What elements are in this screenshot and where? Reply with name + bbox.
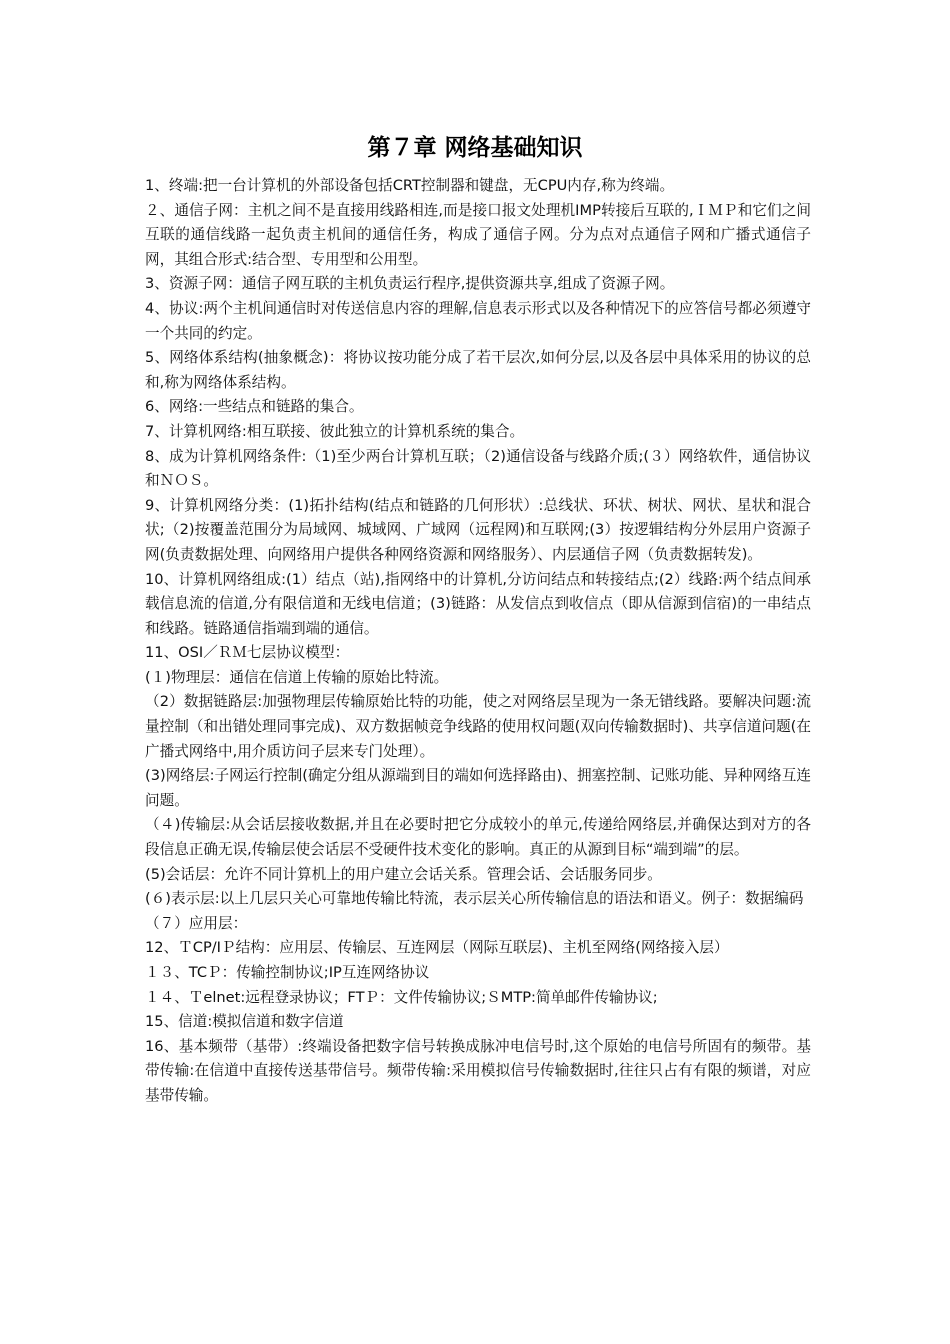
paragraph-osi-3: (3)网络层:子网运行控制(确定分组从源端到目的端如何选择路由)、拥塞控制、记账功能、异种网络互连问题。 [145, 767, 811, 809]
paragraph-osi-1: (１)物理层：通信在信道上传输的原始比特流。 [145, 668, 449, 686]
paragraph-16: 16、基本频带（基带）:终端设备把数字信号转换成脉冲电信号时,这个原始的电信号所固有的频带。基带传输:在信道中直接传送基带信号。频带传输:采用模拟信号传输数据时,往往只占有有限的频谱，对应基带传输。 [145, 1037, 811, 1104]
paragraph-13: １３、TCＰ：传输控制协议;IP互连网络协议 [145, 964, 430, 981]
paragraph-5: 5、网络体系结构(抽象概念)：将协议按功能分成了若干层次,如何分层,以及各层中具体采用的协议的总和,称为网络体系结构。 [145, 349, 811, 391]
paragraph-11: 11、OSI／ＲＭ七层协议模型： [145, 644, 350, 662]
paragraph-14: １４、Ｔelnet:远程登录协议；FTＰ：文件传输协议;ＳMTP:简单邮件传输协议; [145, 988, 658, 1006]
paragraph-osi-2: （2）数据链路层:加强物理层传输原始比特的功能，使之对网络层呈现为一条无错线路。要解决问题:流量控制（和出错处理同事完成)、双方数据帧竞争线路的使用权问题(双向传输数据时)、共享信道问题(在广播式网络中,用介质访问子层来专门处理）。 [145, 693, 811, 760]
paragraph-osi-6: (６)表示层:以上几层只关心可靠地传输比特流，表示层关心所传输信息的语法和语义。例子：数据编码 [145, 890, 804, 908]
paragraph-10: 10、计算机网络组成:(1）结点（站),指网络中的计算机,分访问结点和转接结点;(2）线路:两个结点间承载信息流的信道,分有限信道和无线电信道；(3)链路：从发信点到收信点（即从信源到信宿)的一串结点和线路。链路通信指端到端的通信。 [145, 570, 811, 637]
paragraph-2: ２、通信子网：主机之间不是直接用线路相连,而是接口报文处理机IMP转接后互联的,ＩＭＰ和它们之间互联的通信线路一起负责主机间的通信任务，构成了通信子网。分为点对点通信子网和广播式通信子网，其组合形式:结合型、专用型和公用型。 [145, 201, 811, 268]
paragraph-7: 7、计算机网络:相互联接、彼此独立的计算机系统的集合。 [145, 422, 525, 440]
document-title: 第７章 网络基础知识 [367, 135, 583, 161]
paragraph-osi-4: （４)传输层:从会话层接收数据,并且在必要时把它分成较小的单元,传递给网络层,并确保达到对方的各段信息正确无误,传输层使会话层不受硬件技术变化的影响。真正的从源到目标“端到端”的层。 [145, 816, 811, 859]
paragraph-15: 15、信道:模拟信道和数字信道 [145, 1013, 344, 1031]
paragraph-1: 1、终端:把一台计算机的外部设备包括CRT控制器和键盘，无CPU内存,称为终端。 [145, 177, 675, 194]
paragraph-3: 3、资源子网：通信子网互联的主机负责运行程序,提供资源共享,组成了资源子网。 [145, 275, 675, 293]
paragraph-osi-5: (5)会话层：允许不同计算机上的用户建立会话关系。管理会话、会话服务同步。 [145, 865, 662, 883]
paragraph-9: 9、计算机网络分类：(1)拓扑结构(结点和链路的几何形状）:总线状、环状、树状、网状、星状和混合状;（2)按覆盖范围分为局域网、城域网、广域网（远程网)和互联网;(3）按逻辑结构分外层用户资源子网(负责数据处理、向网络用户提供各种网络资源和网络服务）、内层通信子网（负责数据转发)。 [145, 496, 811, 563]
paragraph-6: 6、网络:一些结点和链路的集合。 [145, 398, 364, 416]
paragraph-12: 12、ＴCP/IＰ结构：应用层、传输层、互连网层（网际互联层)、主机至网络(网络接入层） [145, 939, 729, 957]
document-body [145, 174, 811, 1109]
paragraph-osi-7: （７）应用层： [145, 914, 248, 932]
paragraph-8: 8、成为计算机网络条件:（1)至少两台计算机互联；（2)通信设备与线路介质;(３）网络软件，通信协议和ＮＯＳ。 [145, 447, 811, 490]
paragraph-4: 4、协议:两个主机间通信时对传送信息内容的理解,信息表示形式以及各种情况下的应答信号都必须遵守一个共同的约定。 [145, 299, 811, 342]
